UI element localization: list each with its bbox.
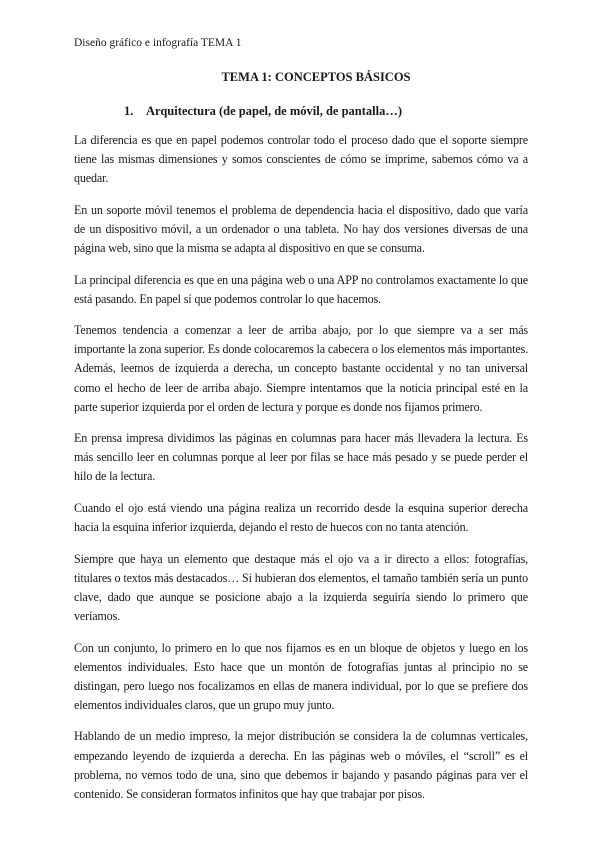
paragraph: Con un conjunto, lo primero en lo que nos fijamos es en un bloque de objetos y luego en los elementos individuales. Esto hace que un montón de fotografías juntas al principio no se distingan, pero luego nos focalizamos en ellas de manera individual, por lo que se prefiere dos elementos individuales claros, que un grupo muy junto. [74,640,528,712]
paragraph: Siempre que haya un elemento que destaque más el ojo va a ir directo a ellos: fotografías, titulares o textos más destacados… Si hubieran dos elementos, el tamaño también sería un punto clave, dado que aunque se posicione abajo a la izquierda seguiría siendo lo primero que veríamos. [74,551,528,623]
running-header: Diseño gráfico e infografía TEMA 1 [74,37,242,49]
section-heading [124,103,402,119]
paragraph: La principal diferencia es que en una página web o una APP no controlamos exactamente lo que está pasando. En papel sí que podemos controlar lo que hacemos. [74,272,528,306]
page-title: TEMA 1: CONCEPTOS BÁSICOS [221,70,411,84]
paragraph: La diferencia es que en papel podemos controlar todo el proceso dado que el soporte siempre tiene las mismas dimensiones y somos conscientes de cómo se imprime, sabemos cómo va a quedar. [74,133,528,186]
paragraph: Tenemos tendencia a comenzar a leer de arriba abajo, por lo que siempre va a ser más importante la zona superior. Es donde colocaremos la cabecera o los elementos más importantes. Además, leemos de izquierda a derecha, un concepto bastante occidental y no tan universal como el hecho de leer de arriba abajo. Siempre intentamos que la noticia principal esté en la parte superior izquierda por el orden de lectura y porque es donde nos fijamos primero. [74,323,528,414]
paragraph: En un soporte móvil tenemos el problema de dependencia hacia el dispositivo, dado que varía de un dispositivo móvil, a un ordenador o una tableta. No hay dos versiones diversas de una página web, sino que la misma se adapta al dispositivo en que se consuma. [74,202,528,255]
body-text [74,131,528,816]
section-number: 1. [124,104,134,118]
paragraph: Cuando el ojo está viendo una página realiza un recorrido desde la esquina superior derecha hacia la esquina inferior izquierda, dejando el resto de huecos con no tanta atención. [74,501,528,535]
paragraph: Hablando de un medio impreso, la mejor distribución se considera la de columnas verticales, empezando leyendo de izquierda a derecha. En las páginas web o móviles, el “scroll” es el problema, no vemos todo de una, sino que debemos ir bajando y pasando páginas para ver el contenido. Se consideran formatos infinitos que hay que trabajar por pisos. [74,729,528,801]
paragraph: En prensa impresa dividimos las páginas en columnas para hacer más llevadera la lectura. Es más sencillo leer en columnas porque al leer por filas se hace más pesado y se puede perder el hilo de la lectura. [74,431,528,484]
section-heading-text: Arquitectura (de papel, de móvil, de pantalla…) [146,104,403,118]
